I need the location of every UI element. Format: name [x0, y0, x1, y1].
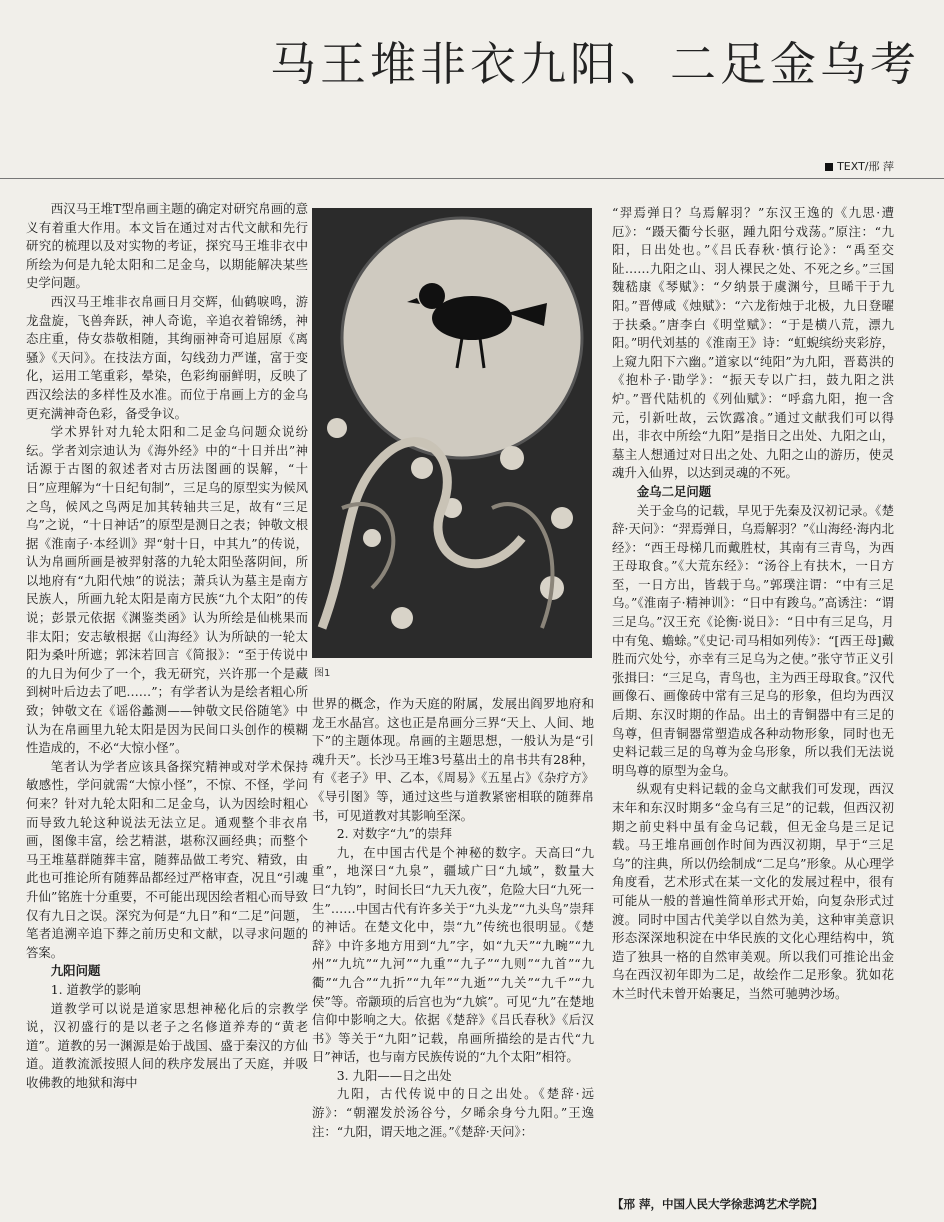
paragraph: 九，在中国古代是个神秘的数字。天高曰“九重”，地深曰“九泉”，疆域广曰“九域”，数量大曰“九钧”，时间长曰“九天九夜”，危险大曰“九死一生”……中国古代有许多关于“九头龙”“九头鸟”崇拜的神话。在楚文化中，崇“九”传统也很明显。《楚辞》中许多地方用到“九”字，如“九天”“九畹”“九州”“九坑”“九河”“九重”“九子”“九则”“九首”“九衢”“九合”“九折”“九年”“九逝”“九关”“九千”“九侯”等。帝颛顼的后宫也为“九嫔”。可见“九”在楚地信仰中影响之大。依据《楚辞》《吕氏春秋》《后汉书》等关于“九阳”记载，帛画所描绘的是古代“九日”神话，也与南方民族传说的“九个太阳”相符。: [312, 844, 594, 1065]
divider: [0, 178, 944, 179]
paragraph: 笔者认为学者应该具备探究精神或对学术保持敏感性，学问就需“大惊小怪”，不惊、不怪，学问何来？针对九轮太阳和二足金乌，认为因绘时粗心而导致九轮这种说法无法立足。通观整个非衣帛画，图像丰富，绘艺精湛，堪称汉画经典；而整个马王堆墓群随葬丰富，随葬品做工考究、精致，由此也可推论所有随葬品都经过严格审查，况且“引魂升仙”铭旌十分重要，不可能出现因绘者粗心而导致仅有九日之误。深究为何是“九日”和“二足”问题，笔者追溯辛追下葬之前历史和文献，以寻求问题的答案。: [26, 758, 308, 960]
figure-caption: 图1: [314, 668, 331, 679]
subheading: 2. 对数字“九”的崇拜: [336, 826, 452, 842]
subheading: 3. 九阳——日之出处: [336, 1067, 452, 1083]
section-heading: 金乌二足问题: [636, 483, 712, 499]
paragraph: 纵观有史料记载的金乌文献我们可发现，西汉末年和东汉时期多“金乌有三足”的记载，但西汉初期之前史料中虽有金乌记载，但无金乌是三足记载。马王堆帛画创作时间为西汉初期，早于“三足乌”的注典，所以仍绘制成“二足乌”形象。从心理学角度看，艺术形式在某一文化的发展过程中，很有可能从一般的普遍性简单形式开始，向复杂形式过渡。同时中国古代美学以自然为美，这种审美意识形态深深地积淀在中华民族的文化心理结构中，筑造了独具一格的自然审美观。所以我们可推论出金乌在西汉初年即为二足，故绘作二足形象。犹如花木兰时代未曾开始裹足，当然可驰骋沙场。: [612, 781, 894, 1001]
silk-painting-image: [312, 208, 592, 658]
paragraph: 世界的概念，作为天庭的附属，发展出阎罗地府和龙王水晶宫。这也正是帛画分三界“天上、人间、地下”的主题体现。帛画的主题思想，一般认为是“引魂升天”。长沙马王堆3号墓出土的帛书共有28种，有《老子》甲、乙本，《周易》《五星占》《杂疗方》《导引图》等，通过这些与道教紧密相联的随葬帛书，可见道教对其影响至深。: [312, 696, 594, 823]
paragraph: 道教学可以说是道家思想神秘化后的宗教学说，汉初盛行的是以老子之名修道养寿的“黄老道”。道教的另一渊源是始于战国、盛于秦汉的方仙道。道教流派按照人间的秩序发展出了天庭，并吸收佛教的地狱和海中: [26, 1000, 308, 1090]
subheading: 1. 道教学的影响: [50, 981, 141, 997]
paragraph: 关于金乌的记载，早见于先秦及汉初记录。《楚辞·天问》：“羿焉弹日，乌焉解羽？”《山海经·海内北经》：“西王母梯几而戴胜杖，其南有三青鸟，为西王母取食。”《大荒东经》：“汤谷上有扶木，一日方至，一日方出，皆载于乌。”郭璞注谓：“中有三足乌。”《淮南子·精神训》：“日中有踆乌。”高诱注：“谓三足乌。”汉王充《论衡·说日》：“日中有三足乌，月中有兔、蟾蜍。”《史记·司马相如列传》：“[西王母]戴胜而穴处兮，亦幸有三足乌为之使。”张守节正义引张揖曰：“三足乌，青鸟也，主为西王母取食。”汉代画像石、画像砖中常有三足乌的形象，但均为西汉后期、东汉时期的作品。出土的青铜器中有三足的鸟尊，但青铜器常塑造成各种动物形象，同时也无史料记载三足的鸟尊为金乌形象，所以我们无法说明鸟尊的原型为金乌。: [612, 502, 894, 778]
column-2: [312, 695, 594, 1205]
byline: [825, 158, 894, 174]
square-icon: [825, 163, 833, 171]
paragraph: 西汉马王堆T型帛画主题的确定对研究帛画的意义有着重大作用。本文旨在通过对古代文献和先行研究的梳理以及对实物的考证，探究马王堆非衣中所绘为何是九轮太阳和二足金乌，以期能解决某些史学问题。: [26, 201, 308, 291]
byline-text: TEXT/邢 萍: [837, 160, 894, 173]
paragraph: 九阳，古代传说中的日之出处。《楚辞·远游》：“朝濯发於汤谷兮，夕晞余身兮九阳。”王逸注：“九阳，谓天地之涯。”《楚辞·天问》：: [312, 1086, 594, 1139]
column-1: [26, 200, 308, 1200]
paragraph: 西汉马王堆非衣帛画日月交辉，仙鹤唳鸣，游龙盘旋，飞兽奔跃，神人奇诡，辛追衣着锦绣，神态庄重，侍女恭敬相随，其绚丽神奇可追屈原《离骚》《天问》。在技法方面，勾线劲力严谨，富于变化，运用工笔重彩，晕染，色彩绚丽鲜明，反映了西汉绘法的多样性及水准。而位于帛画上方的金乌更充满神奇色彩，备受争议。: [26, 293, 308, 421]
author-note: 【邢 萍，中国人民大学徐悲鸿艺术学院】: [612, 1197, 824, 1211]
article-title: 马王堆非衣九阳、二足金乌考: [270, 37, 920, 91]
figure-image: [312, 208, 592, 658]
section-heading: 九阳问题: [50, 963, 101, 979]
column-3: [612, 204, 894, 1204]
paragraph: 学术界针对九轮太阳和二足金乌问题众说纷纭。学者刘宗迪认为《海外经》中的“十日并出”神话源于古图的叙述者对古历法图画的误解，“十日”应理解为“十日纪旬制”，三足乌的原型实为候风之鸟，候风之鸟两足加其转轴共三足，故有“三足乌”之说，“十日神话”的原型是测日之表；钟敬文根据《淮南子·本经训》羿“射十日，中其九”的传说，认为帛画所画是被羿射落的九轮太阳坠落阴间，所以地府有“九阳代烛”的说法；萧兵认为墓主是南方民族人，所画九轮太阳是南方民族“九个太阳”的传说；彭景元依据《渊鉴类函》认为所绘是仙桃果而非太阳；安志敏根据《山海经》认为所缺的一轮太阳为桑叶所遮；郭沫若回言《简报》：“至于传说中的九日为何少了一个，我无研究，兴许那一个是藏到树叶后边去了吧……”；有学者认为是绘者粗心所致；钟敬文在《谣俗蠡测——钟敬文民俗随笔》中认为在帛画里九轮太阳是因为民间口头创作的模糊性造成的，不必“大惊小怪”。: [26, 424, 308, 756]
paragraph: “羿焉弹日？乌焉解羽？”东汉王逸的《九思·遭厄》：“蹑天衢兮长驱，踵九阳兮戏荡。”原注：“九阳，日出处也。”《吕氏春秋·慎行论》：“禹至交阯……九阳之山、羽人裸民之处、不死之乡。”三国魏嵇康《琴赋》：“夕纳景于虞渊兮，旦晞干于九阳。”晋傅咸《烛赋》：“六龙衔烛于北极，九日登曜于扶桑。”唐李白《明堂赋》：“于是横八荒，漂九阳。”明代刘基的《淮南王》诗：“虹蜺缤纷夹彩斿，上窥九阳下六幽。”道家以“纯阳”为九阳，晋葛洪的《抱朴子·勖学》：“振天专以广扫，鼓九阳之洪炉。”晋代陆机的《列仙赋》：“呼翕九阳，抱一含元，引新吐故，云饮露飡。”通过文献我们可以得出，非衣中所绘“九阳”是指日之出处、九阳之山，墓主人想通过对日出之处、九阳之山的游历，使灵魂升入仙界，以达到灵魂的不死。: [612, 205, 894, 481]
